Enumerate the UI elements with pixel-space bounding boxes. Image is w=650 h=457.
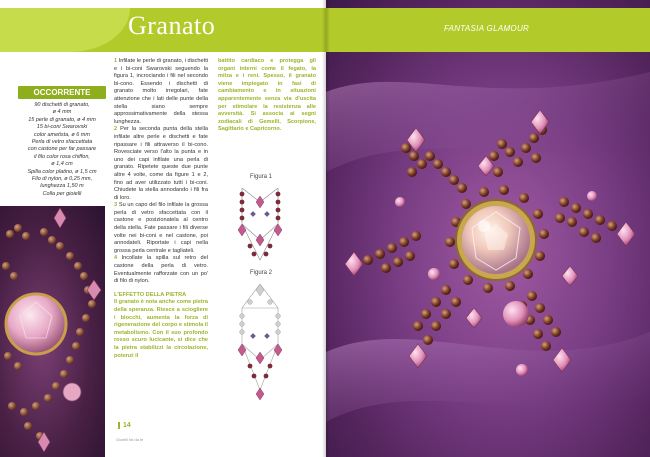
effect-text: Il granato è nota anche come pietra della speranza. Riesce a sciogliere i blocchi, aumenta la forza di rigenerazione del corpo e stimola il metabolismo. Con il suo profondo rosso scuro lucicante, si dice che la pietra stabilizzi la circolazione, potenzi il	[114, 299, 208, 359]
step-paragraph	[114, 58, 208, 126]
right-page	[326, 0, 650, 457]
step-paragraph	[114, 126, 208, 202]
ingredient-item: con castone per far passare	[27, 146, 97, 153]
page-title: Granato	[128, 11, 216, 40]
ingredient-item: color ametista, ø 6 mm	[34, 131, 90, 138]
figure1-diagram	[232, 184, 288, 264]
instructions-column	[114, 58, 208, 360]
beaded-star-partial-image	[0, 206, 105, 457]
step-number: 4	[114, 255, 118, 262]
ingredient-item: Filo di nylon, ø 0,25 mm,	[31, 176, 93, 183]
ingredient-item: 90 dischetti di granato,	[34, 102, 90, 108]
step-number: 2	[114, 126, 118, 133]
step-text: Incollate la spilla sul retro del castone della perla di vetro. Eventualmente rafforzate con un po' di filo di nylon.	[114, 255, 208, 285]
ingredient-item: 15 perle di granato, ø 4 mm	[28, 116, 96, 123]
ingredient-item: 15 bi-coni Swarovski	[36, 124, 88, 131]
figure1-label: Figura 1	[250, 174, 273, 180]
ingredients-list	[16, 102, 108, 198]
section-title: FANTASIA GLAMOUR	[444, 24, 530, 33]
garnet-star-brooch-photo	[326, 52, 650, 457]
left-beaded-star-photo	[0, 206, 105, 457]
step-paragraph	[114, 255, 208, 285]
ingredients-header: OCCORRENTE	[18, 86, 106, 99]
ingredient-item: Perla di vetro sfaccettata	[31, 139, 93, 146]
page-number: 14	[118, 422, 131, 429]
step-number: 1	[114, 58, 118, 64]
ingredient-item: lunghezza 1,50 m	[40, 183, 84, 190]
effect-subheading: L'EFFETTO DELLA PIETRA	[114, 291, 187, 298]
figure2-diagram	[232, 280, 288, 410]
step-text: Infilate le perle di granato, i dischetti e i bi-coni Swarovski seguendo la figura 1, incrociando i fili nel secondo bi-cono. Essendo i dischetti di granato molto irregolari, fate attenzione che i lati delle punte della stella siano sempre approssimativamente della stessa lunghezza.	[114, 58, 208, 125]
ingredient-item: ø 4 mm	[52, 109, 72, 116]
footer-note: Gioielli fai da te	[116, 437, 144, 442]
step-text: Su un capo del filo infilate la grossa perla di vetro sfaccettata con il castone e posizionatela al centro della stella. Fate passare i fili diverse volte nei bi-coni e nel castone, poi annodateli. Riportate i capi nella grossa perla centrale e tagliateli.	[114, 202, 208, 254]
page-spine	[322, 0, 330, 457]
ingredient-item: ø 1,4 cm	[51, 161, 73, 168]
step-text: Per la seconda punta della stella infilate altre perle e dischetti e fate ripassare i fili attraverso il bi-cono. Rovesciate verso l'alto la punta e in uno dei capi infilate una perla di granato. Ripetete queste due punte altre 4 volte, come da figure 1 e 2, fino ad aver utilizzato tutti i bi-coni. Chiudete la stella annodando i fili fra di loro.	[114, 126, 208, 201]
step-paragraph	[114, 202, 208, 255]
title-band-curve	[0, 8, 130, 52]
figure2-label: Figura 2	[250, 270, 273, 276]
step-number: 3	[114, 202, 118, 209]
ingredient-item: Colla per gioielli	[42, 190, 82, 197]
ingredient-item: Spilla color platino, ø 1,5 cm	[27, 168, 97, 175]
effect-column: battito cardiaco e protegga gli organi interni come il fegato, la milza e i reni. Spesso, il granato viene impiegato in fasi di cambiamento e in situazioni apparentemente senza via d'uscita per stimolare la resistenza alle avversità. Si associa ai segni zodiacali di Gemelli, Scorpione, Sagittario e Capricorno.	[218, 58, 316, 133]
ingredient-item: il filo color rosa chiffon,	[34, 153, 90, 160]
